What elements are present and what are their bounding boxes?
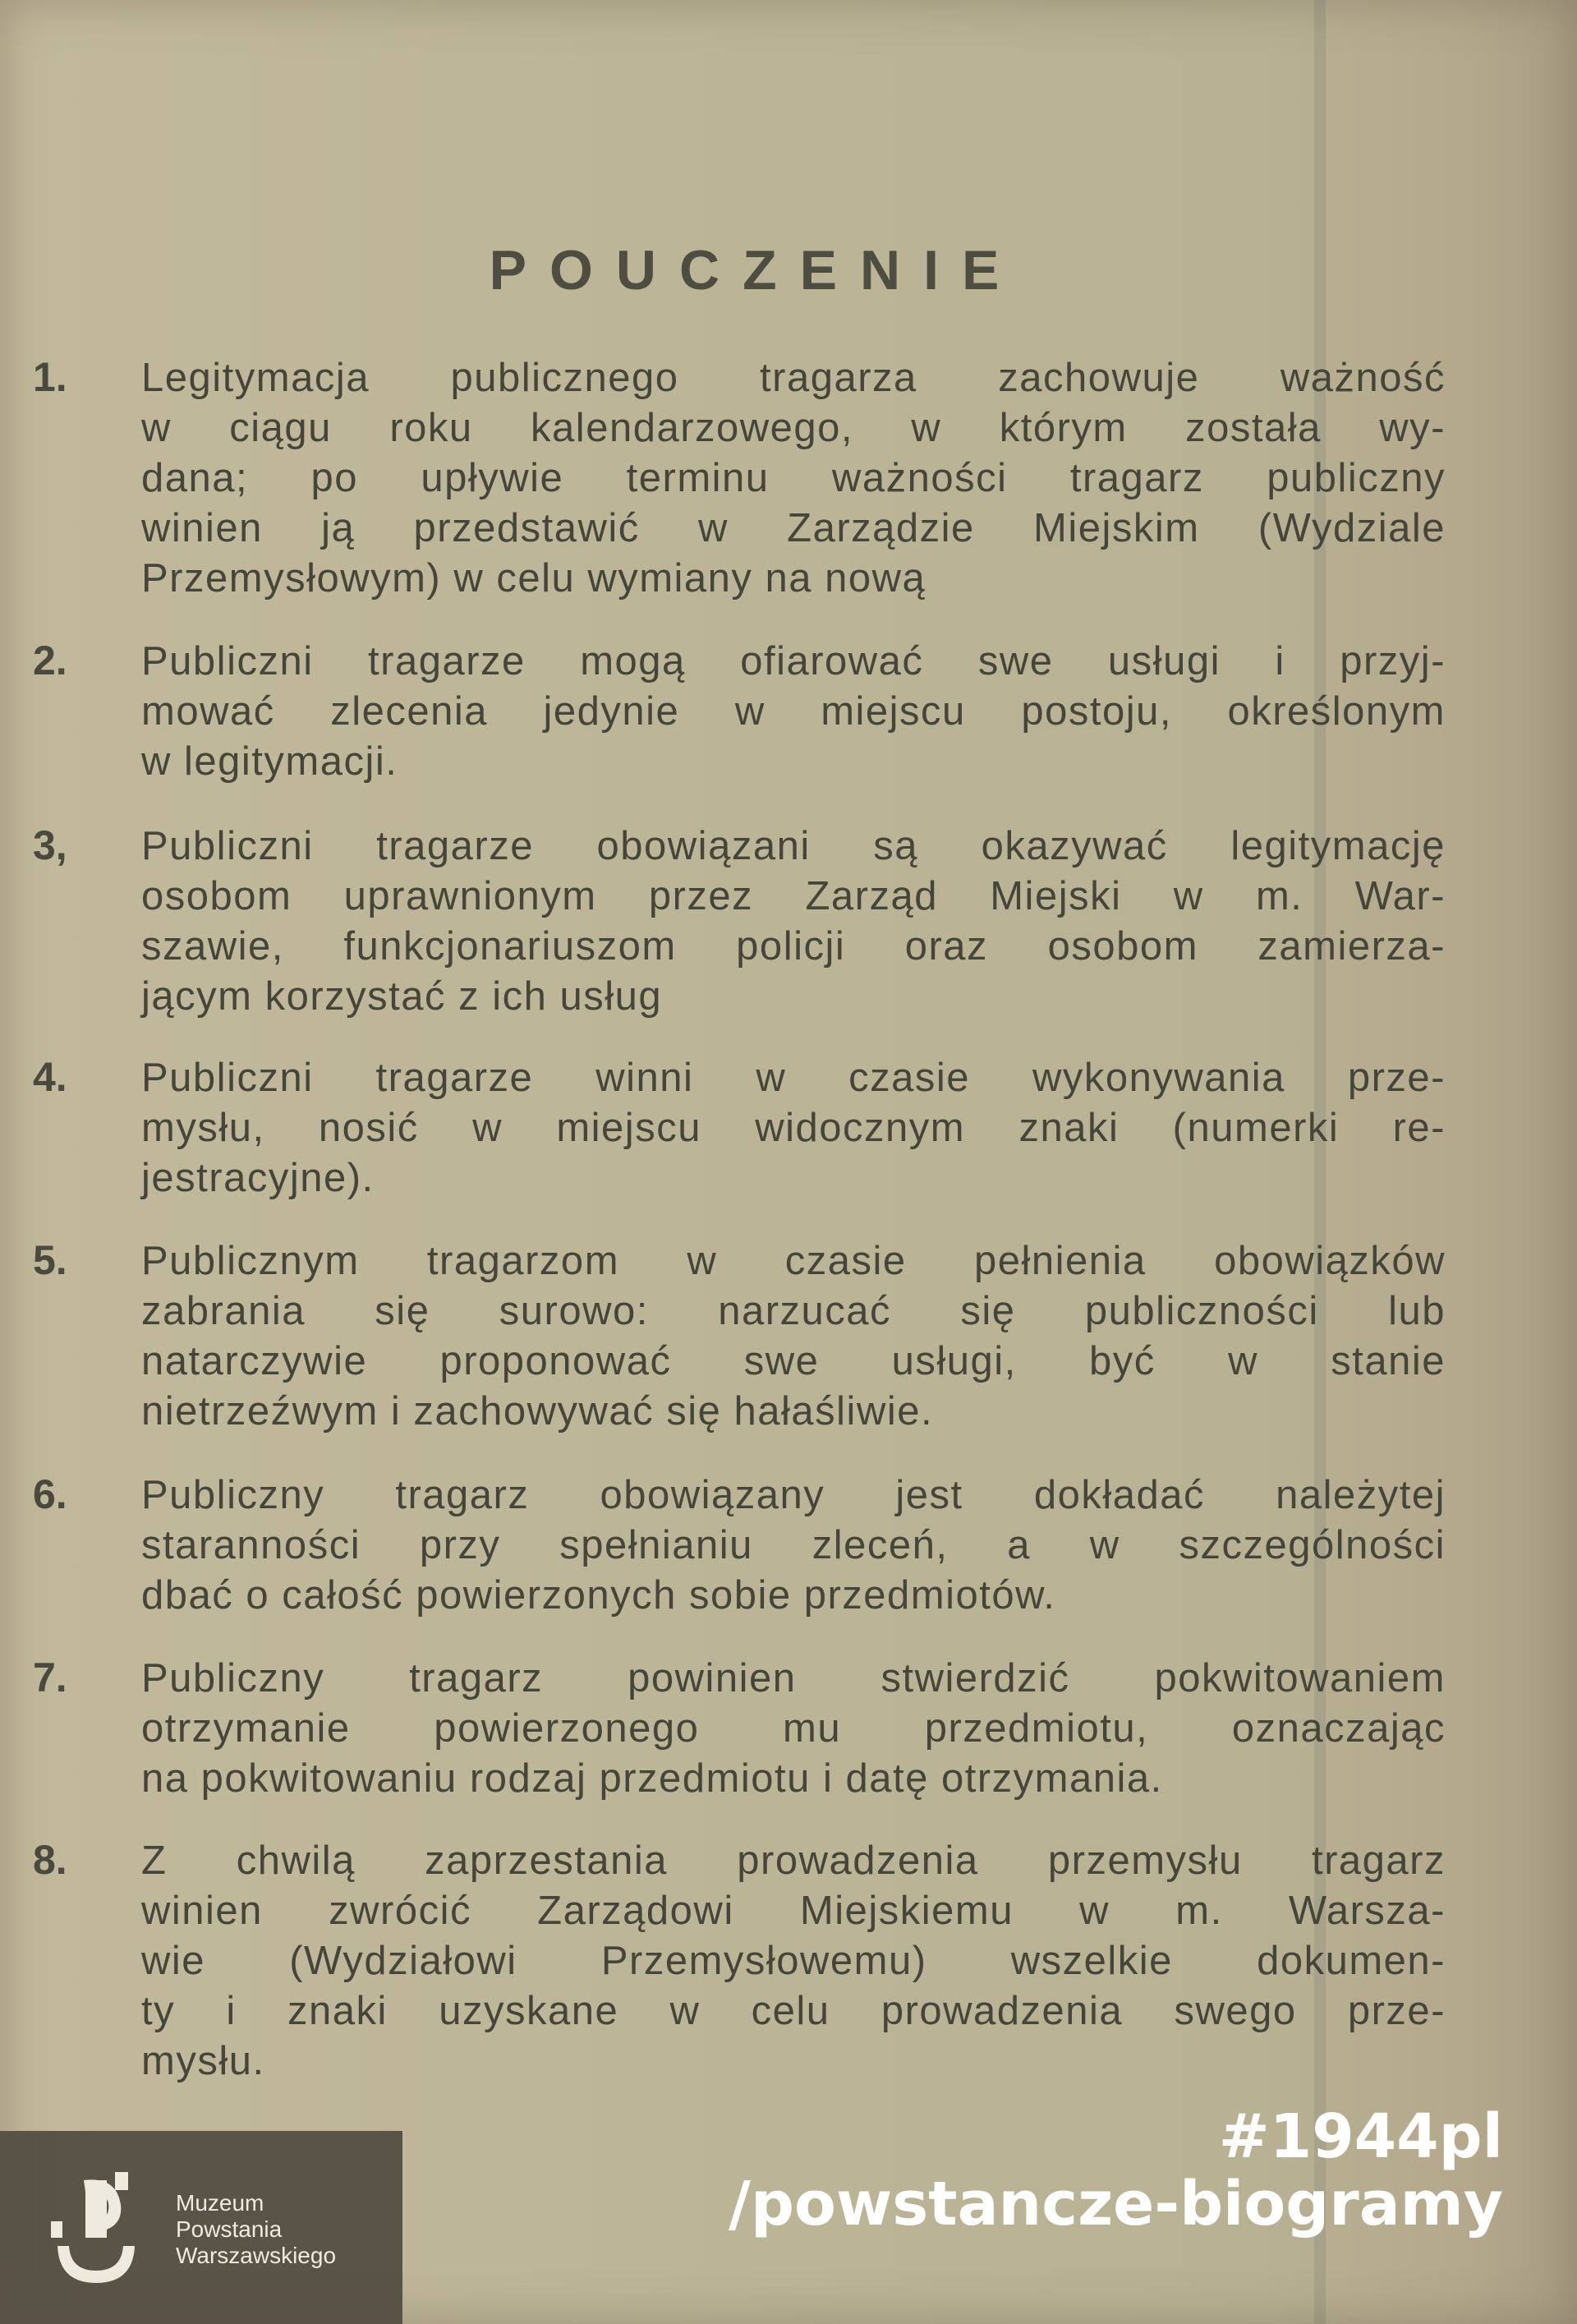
text-line: jącym korzystać z ich usług bbox=[141, 974, 663, 1019]
text-line: mysłu, nosić w miejscu widocznym znaki (numerki re- bbox=[141, 1106, 1446, 1150]
item-text bbox=[141, 1053, 1446, 1203]
text-line: osobom uprawnionym przez Zarząd Miejski w m. War- bbox=[141, 874, 1446, 918]
text-line: winien ją przedstawić w Zarządzie Miejskim (Wydziale bbox=[141, 506, 1446, 550]
text-line: zabrania się surowo: narzucać się publiczności lub bbox=[141, 1289, 1446, 1333]
item-text bbox=[141, 353, 1446, 604]
text-line: ty i znaki uzyskane w celu prowadzenia swego prze- bbox=[141, 1989, 1446, 2033]
logo-text-line: Powstania bbox=[176, 2216, 283, 2242]
watermark-hashtag: #1944pl bbox=[1218, 2101, 1503, 2172]
item-text bbox=[141, 1470, 1446, 1621]
document-title: POUCZENIE bbox=[489, 239, 1023, 301]
text-line: winien zwrócić Zarządowi Miejskiemu w m. Warsza- bbox=[141, 1889, 1446, 1933]
watermark-path: /powstancze-biogramy bbox=[729, 2169, 1503, 2239]
museum-logo-box bbox=[0, 2131, 402, 2324]
item-text bbox=[141, 637, 1446, 787]
text-line: w legitymacji. bbox=[141, 739, 398, 784]
text-line: Publiczny tragarz obowiązany jest dokładać należytej bbox=[141, 1473, 1446, 1517]
text-line: w ciągu roku kalendarzowego, w którym została wy- bbox=[141, 406, 1446, 450]
text-line: Publiczny tragarz powinien stwierdzić pokwitowaniem bbox=[141, 1656, 1446, 1700]
text-line: na pokwitowaniu rodzaj przedmiotu i datę otrzymania. bbox=[141, 1756, 1163, 1801]
text-line: jestracyjne). bbox=[141, 1156, 375, 1200]
text-line: Przemysłowym) w celu wymiany na nową bbox=[141, 556, 926, 601]
text-line: mować zlecenia jedynie w miejscu postoju, określonym bbox=[141, 689, 1446, 734]
item-number: 3, bbox=[33, 822, 67, 868]
text-line: dbać o całość powierzonych sobie przedmiotów. bbox=[141, 1573, 1056, 1618]
item-text bbox=[141, 1654, 1446, 1804]
item-number: 1. bbox=[33, 354, 67, 400]
text-line: Publiczni tragarze mogą ofiarować swe usługi i przyj- bbox=[141, 639, 1446, 683]
text-line: mysłu. bbox=[141, 2039, 265, 2083]
text-line: wie (Wydziałowi Przemysłowemu) wszelkie dokumen- bbox=[141, 1939, 1446, 1983]
text-line: staranności przy spełnianiu zleceń, a w szczególności bbox=[141, 1523, 1446, 1567]
text-line: Z chwilą zaprzestania prowadzenia przemysłu tragarz bbox=[141, 1838, 1446, 1883]
item-text bbox=[141, 1236, 1446, 1437]
text-line: Publicznym tragarzom w czasie pełnienia obowiązków bbox=[141, 1239, 1446, 1283]
text-line: natarczywie proponować swe usługi, być w stanie bbox=[141, 1339, 1446, 1383]
kotwica-logo-icon bbox=[51, 2172, 158, 2287]
text-line: Publiczni tragarze obowiązani są okazywać legitymację bbox=[141, 824, 1446, 868]
text-line: otrzymanie powierzonego mu przedmiotu, oznaczając bbox=[141, 1706, 1446, 1751]
item-number: 8. bbox=[33, 1837, 67, 1883]
item-text bbox=[141, 821, 1446, 1022]
item-number: 6. bbox=[33, 1471, 67, 1517]
item-number: 4. bbox=[33, 1054, 67, 1100]
logo-text-line: Warszawskiego bbox=[176, 2243, 337, 2268]
text-line: Legitymacja publicznego tragarza zachowuje ważność bbox=[141, 356, 1446, 400]
text-line: Publiczni tragarze winni w czasie wykonywania prze- bbox=[141, 1056, 1446, 1100]
text-line: dana; po upływie terminu ważności tragarz publiczny bbox=[141, 456, 1446, 500]
item-number: 7. bbox=[33, 1654, 67, 1700]
item-number: 2. bbox=[33, 637, 67, 683]
text-line: nietrzeźwym i zachowywać się hałaśliwie. bbox=[141, 1389, 934, 1434]
logo-text-line: Muzeum bbox=[176, 2190, 264, 2216]
text-line: szawie, funkcjonariuszom policji oraz osobom zamierza- bbox=[141, 924, 1446, 969]
item-text bbox=[141, 1836, 1446, 2087]
item-number: 5. bbox=[33, 1237, 67, 1283]
